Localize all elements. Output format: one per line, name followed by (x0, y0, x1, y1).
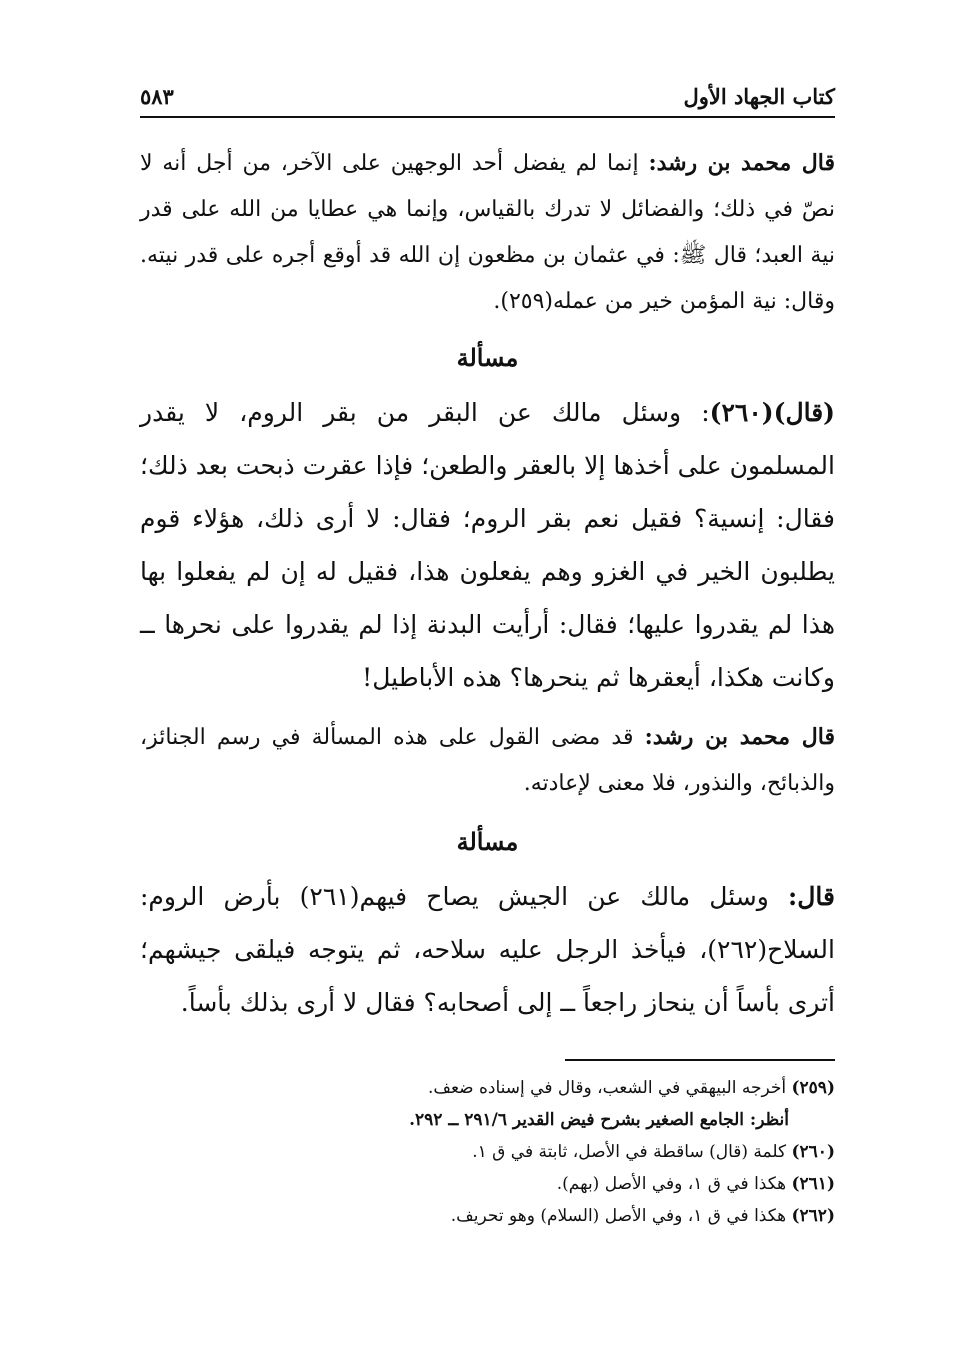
paragraph-2-lead: (قال)(٢٦٠) (709, 398, 835, 427)
page-number: ٥٨٣ (140, 84, 174, 109)
paragraph-3-lead: قال محمد بن رشد: (644, 724, 835, 750)
paragraph-1-lead: قال محمد بن رشد: (648, 150, 836, 176)
section-heading-1: مسألة (456, 343, 519, 372)
paragraph-2-text: : وسئل مالك عن البقر من بقر الروم، لا يقدر المسلمون على أخذها إلا بالعقر والطعن؛ فإذا عقرت ذبحت بعد ذلك؛ فقال: إنسية؟ فقيل نعم بقر الروم؛ فقال: لا أرى ذلك، هؤلاء قوم يطلبون الخير في الغزو وهم يفعلون هذا، فقيل له إن لم يفعلوا بها هذا لم يقدروا عليها؛ فقال: أرأيت البدنة إذا لم يقدروا على نحرها ــ وكانت هكذا، أيعقرها ثم ينحرها؟ هذه الأباطيل! (140, 398, 835, 692)
paragraph-2 (140, 386, 835, 704)
footnotes (140, 1072, 835, 1232)
footnote-262 (140, 1200, 835, 1232)
paragraph-1 (140, 140, 835, 325)
paragraph-3-text: قد مضى القول على هذه المسألة في رسم الجنائز، والذبائح، والنذور، فلا معنى لإعادته. (140, 725, 835, 796)
footnote-261 (140, 1168, 835, 1200)
running-title: كتاب الجهاد الأول (683, 84, 835, 109)
footnote-number: (٢٦٢) (791, 1206, 835, 1226)
footnote-number: (٢٥٩) (791, 1078, 835, 1098)
footnote-text: أنظر: الجامع الصغير بشرح فيض القدير ٢٩١/٦ ــ ٢٩٢. (409, 1110, 789, 1130)
paragraph-1-text: إنما لم يفضل أحد الوجهين على الآخر، من أجل أنه لا نصّ في ذلك؛ والفضائل لا تدرك بالقياس، وإنما هي عطايا من الله على قدر نية العبد؛ قال ﷺ: في عثمان بن مظعون إن الله قد أوقع أجره على قدر نيته. وقال: نية المؤمن خير من عمله(٢٥٩). (140, 151, 835, 314)
page-body (140, 140, 836, 1226)
page-header (140, 78, 835, 118)
footnote-number: (٢٦١) (791, 1174, 835, 1194)
footnote-259-continued (140, 1104, 835, 1136)
footnote-text: أخرجه البيهقي في الشعب، وقال في إسناده ضعف. (427, 1078, 792, 1098)
footnote-number: (٢٦٠) (791, 1142, 835, 1162)
footnote-259 (140, 1072, 835, 1104)
footnote-text: هكذا في ق ١، وفي الأصل (السلام) وهو تحريف. (450, 1206, 792, 1226)
section-heading-2: مسألة (456, 827, 519, 856)
paragraph-3 (140, 714, 835, 807)
footnote-text: كلمة (قال) ساقطة في الأصل، ثابتة في ق ١. (472, 1142, 792, 1162)
footnote-260 (140, 1136, 835, 1168)
paragraph-4-lead: قال: (788, 882, 835, 911)
footnote-text: هكذا في ق ١، وفي الأصل (بهم). (556, 1174, 792, 1194)
footnote-divider (565, 1059, 835, 1061)
paragraph-4 (140, 870, 835, 1029)
paragraph-4-text: وسئل مالك عن الجيش يصاح فيهم(٢٦١) بأرض الروم: السلاح(٢٦٢)، فيأخذ الرجل عليه سلاحه، ثم يتوجه فيلقى جيشهم؛ أترى بأساً أن ينحاز راجعاً ــ إلى أصحابه؟ فقال لا أرى بذلك بأساً. (140, 882, 835, 1017)
